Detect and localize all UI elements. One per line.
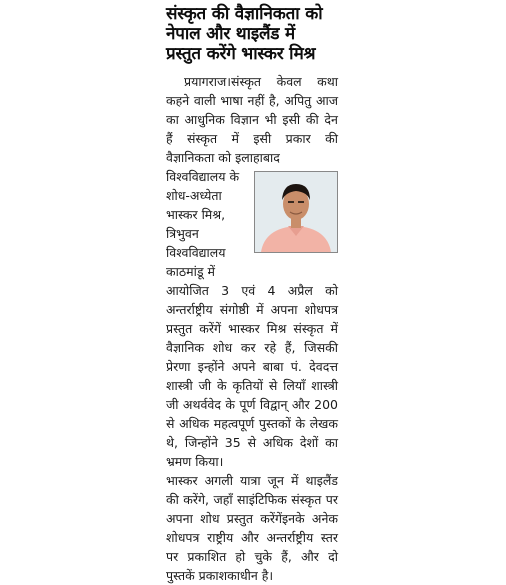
narrow-line: विश्वविद्यालय के (166, 169, 240, 184)
narrow-line: विश्वविद्यालय (166, 245, 226, 260)
author-photo (254, 171, 338, 253)
narrow-line: भास्कर मिश्र, (166, 207, 226, 222)
news-clipping (166, 4, 338, 585)
headline (166, 4, 338, 64)
paragraph-closing: भास्कर अगली यात्रा जून में थाइलैंड की करेंगे, जहाँ साइंटिफिक संस्कृत पर अपना शोध प्रस्तुत करेंगेंइनके अनेक शोधपत्र राष्ट्रीय और अन्तर्राष्ट्रीय स्तर पर प्रकाशित हो चुके हैं, और दो पुस्तकें प्रकाशकाधीन है। (166, 473, 338, 583)
article-body (166, 72, 338, 585)
narrow-line: काठमांडू में (166, 264, 215, 279)
headline-line: प्रस्तुत करेंगे भास्कर मिश्र (166, 44, 316, 64)
headline-line: नेपाल और थाइलैंड में (166, 24, 295, 44)
headline-line: संस्कृत की वैज्ञानिकता को (166, 4, 323, 24)
paragraph-main: आयोजित 3 एवं 4 अप्रैल को अन्तर्राष्ट्रीय संगोष्ठी में अपना शोधपत्र प्रस्तुत करेंगें भास्कर मिश्र संस्कृत में वैज्ञानिक शोध कर रहे हैं, जिसकी प्रेरणा इन्होंने अपने बाबा पं. देवदत्त शास्त्री जी के कृतियों से लियाँ शास्त्री जी अथर्ववेद के पूर्ण विद्वान् और 200 से अधिक महत्वपूर्ण पुस्तकों के लेखक थे, जिन्होंने 35 से अधिक देशों का भ्रमण किया। (166, 283, 338, 469)
narrow-line: त्रिभुवन (166, 226, 199, 241)
portrait-image (255, 172, 337, 252)
paragraph-intro: प्रयागराज।संस्कृत केवल कथा कहने वाली भाषा नहीं है, अपितु आज का आधुनिक विज्ञान भी इसी की देन हैं संस्कृत में इसी प्रकार की वैज्ञानिकता को इलाहाबाद (166, 74, 338, 165)
narrow-line: शोध-अध्येता (166, 188, 222, 203)
